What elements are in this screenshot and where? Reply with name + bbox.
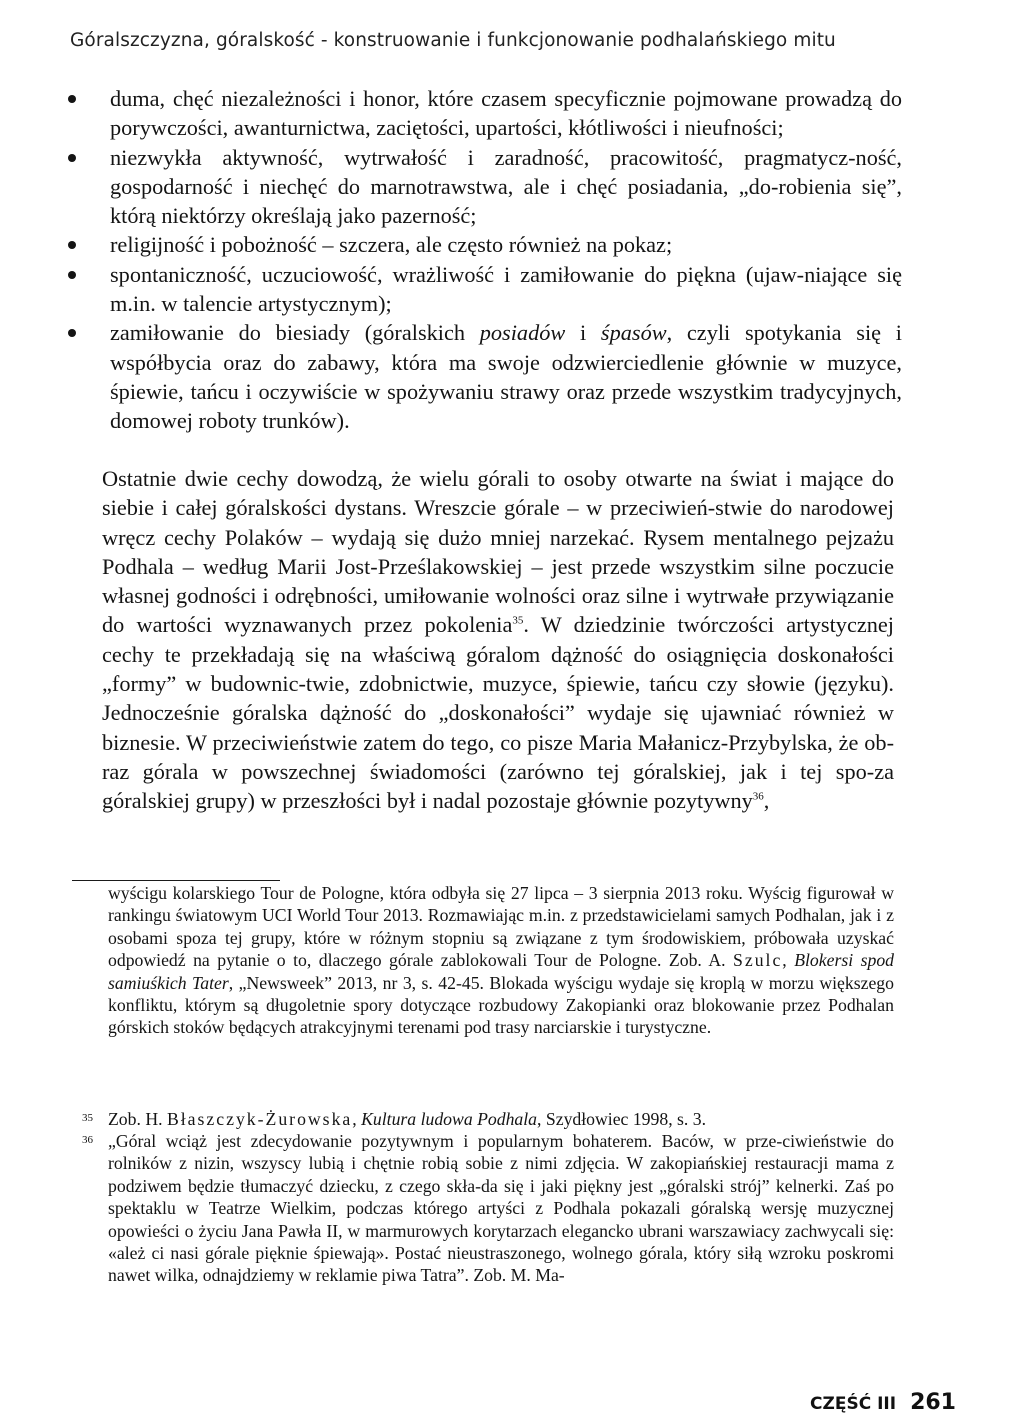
text-run: Ostatnie dwie cechy dowodzą, że wielu górali to osoby otwarte na świat i mające do siebie i całej góralskości dystans. Wreszcie górale – w przeciwień-stwie do narodowej wręcz cechy Polaków – wydają się dużo mniej narzekać. Rysem mentalnego pejzażu Podhala – według Marii Jost-Prześlakowskiej – jest przede wszystkim silne poczucie własnej godności i odrębności, umiłowanie wolności oraz silne i wytrwałe przywiązanie do wartości wyznawanych przez pokolenia	[102, 466, 894, 638]
work-title: Kultura ludowa Podhala	[361, 1109, 538, 1129]
list-item	[62, 84, 902, 143]
list-item-text: duma, chęć niezależności i honor, które czasem specyficznie pojmowane prowadzą do porywczości, awanturnictwa, zaciętości, upartości, kłótliwości i nieufności;	[110, 86, 902, 141]
text-run: i	[565, 320, 601, 346]
footnote-36	[82, 1130, 894, 1287]
bullet-icon	[68, 95, 76, 103]
footnote-reference[interactable]: 35	[512, 615, 524, 628]
list-item	[62, 143, 902, 231]
footnote-number: 36	[82, 1134, 93, 1146]
text-run: , czyli spotykania się i współbycia oraz do zabawy, która ma swoje odzwierciedlenie głównie w muzyce, śpiewie, tańcu i oczywiście w spożywaniu strawy oraz przede wszystkim tradycyjnych, domowej roboty trunków).	[110, 320, 902, 434]
text-run: , „Newsweek” 2013, nr 3, s. 42-45. Blokada wyścigu wydaje się kroplą w morzu większego konfliktu, którym są długoletnie spory dotyczące rozbudowy Zakopianki oraz blokowanie przez Podhalan górskich stoków będących atrakcyjnymi terenami pod trasy narciarskie i turystyczne.	[108, 972, 894, 1038]
text-run: ,	[352, 1109, 362, 1129]
footnote-number: 35	[82, 1112, 93, 1124]
page-footer	[810, 1390, 956, 1415]
text-run: Zob. H.	[108, 1109, 167, 1129]
footnote-35	[82, 1108, 894, 1130]
part-label: CZĘŚĆ III	[810, 1394, 897, 1414]
list-item	[62, 230, 902, 259]
text-run: , Szydłowiec 1998, s. 3.	[537, 1109, 707, 1129]
footnote-text: „Góral wciąż jest zdecydowanie pozytywnym i popularnym bohaterem. Baców, w prze-ciwieństwie do rolników z nizin, wszyscy lubią i chętnie robią sobie z nimi zdjęcia. W zakopiańskiej restauracji mama z podziwem będzie tłumaczyć dziecku, z czego skła-da się i jaki piękny jest „góralski strój” kelnerki. Zaś po spektaklu w Teatrze Wielkim, podczas którego artyści z Podhala pokazali góralską wersję muzycznej opowieści o życiu Jana Pawła II, w marmurowych korytarzach elegancko ubrani warszawiacy zachwycali się: «ależ ci nasi górale pięknie śpiewają». Postać nieustraszonego, wolnego górala, który siłą wzroku poskromi nawet wilka, odnajdziemy w reklamie piwa Tatra”. Zob. M. Ma-	[108, 1131, 894, 1286]
list-item-text: spontaniczność, uczuciowość, wrażliwość i zamiłowanie do piękna (ujaw-niające się m.in. w talencie artystycznym);	[110, 261, 902, 317]
bullet-icon	[68, 241, 76, 249]
list-item-text: religijność i pobożność – szczera, ale często również na pokaz;	[110, 232, 673, 258]
bullet-icon	[68, 154, 76, 162]
footnote-separator	[72, 880, 280, 881]
body-paragraph	[102, 464, 894, 816]
italic-term: śpasów	[600, 320, 667, 346]
bullet-icon	[68, 329, 76, 337]
work-title: Blokersi spod samiuśkich Tater	[108, 950, 895, 993]
list-item-text: niezwykła aktywność, wytrwałość i zaradność, pracowitość, pragmatycz-ność, gospodarność i niechęć do marnotrawstwa, ale i chęć posiadania, „do-robienia się”, którą niektórzy określają jako pazerność;	[110, 144, 902, 229]
text-run: ,	[782, 950, 795, 971]
text-run: ,	[763, 788, 770, 814]
footnote-reference[interactable]: 36	[752, 790, 764, 803]
text-run: zamiłowanie do biesiady (góralskich	[110, 320, 480, 346]
author-name: Szulc	[733, 950, 783, 971]
text-run: . W dziedzinie twórczości artystycznej cechy te przekładają się na właściwą góralom dążność do osiągnięcia doskonałości „formy” w budownic-twie, zdobnictwie, muzyce, śpiewie, tańcu czy słowie (języku). Jednocześnie góralska dążność do „doskonałości” wydaje się ujawniać również w biznesie. W przeciwieństwie zatem do tego, co pisze Maria Małanicz-Przybylska, że ob-raz górala w powszechnej świadomości (zarówno tej góralskiej, jak i tej spo-za góralskiej grupy) w przeszłości był i nadal pozostaje głównie pozytywny	[102, 612, 894, 814]
text-run: wyścigu kolarskiego Tour de Pologne, która odbyła się 27 lipca – 3 sierpnia 2013 roku. Wyścig figurował w rankingu światowym UCI World Tour 2013. Rozmawiając m.in. z przedstawicielami samych Podhalan, jak i z osobami spoza tej grupy, które w różnym stopniu są związane z tym środowiskiem, próbowała uzyskać odpowiedź na pytanie o to, dlaczego górale zablokowali Tour de Pologne. Zob. A.	[108, 883, 894, 971]
footnote-continued	[108, 882, 894, 1039]
bullet-icon	[68, 271, 76, 279]
trait-list	[62, 84, 902, 436]
running-header: Góralszczyzna, góralskość - konstruowanie i funkcjonowanie podhalańskiego mitu	[70, 30, 836, 51]
italic-term: posiadów	[479, 320, 566, 346]
list-item	[62, 260, 902, 319]
list-item-text	[110, 320, 902, 433]
list-item	[62, 318, 902, 435]
author-name: Błaszczyk-Żurowska	[166, 1109, 353, 1129]
page-number: 261	[910, 1390, 956, 1415]
